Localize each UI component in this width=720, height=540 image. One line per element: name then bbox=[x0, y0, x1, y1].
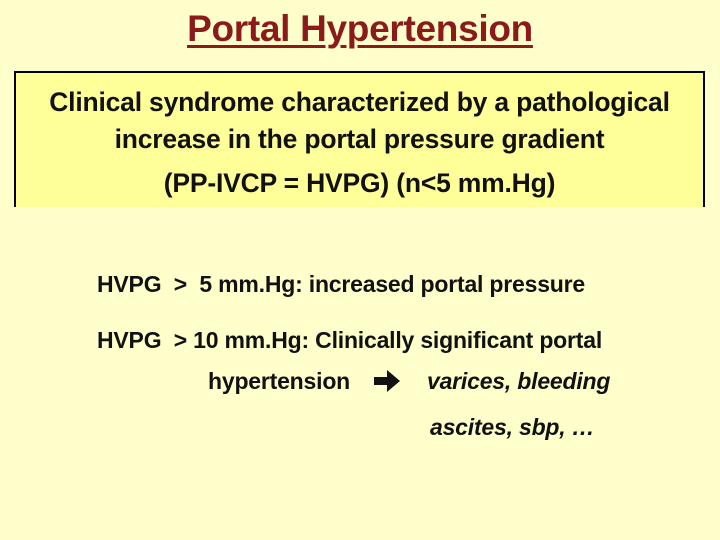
definition-line-1: Clinical syndrome characterized by a pathological bbox=[49, 87, 670, 117]
slide-title: Portal Hypertension bbox=[187, 8, 533, 49]
consequence-varices: varices, bleeding bbox=[427, 368, 611, 394]
criterion-significant-hypertension: HVPG > 10 mm.Hg: Clinically significant portal bbox=[97, 327, 603, 353]
consequence-ascites: ascites, sbp, … bbox=[430, 414, 595, 440]
definition-box bbox=[14, 71, 705, 207]
slide-title-container bbox=[0, 8, 720, 50]
definition-line-2: increase in the portal pressure gradient bbox=[114, 124, 605, 154]
right-arrow-icon bbox=[372, 368, 402, 394]
definition-line-3: (PP-IVCP = HVPG) (n<5 mm.Hg) bbox=[163, 168, 556, 198]
criterion-increased-pressure: HVPG > 5 mm.Hg: increased portal pressure bbox=[97, 271, 585, 297]
criterion-continuation: hypertension bbox=[208, 368, 351, 394]
